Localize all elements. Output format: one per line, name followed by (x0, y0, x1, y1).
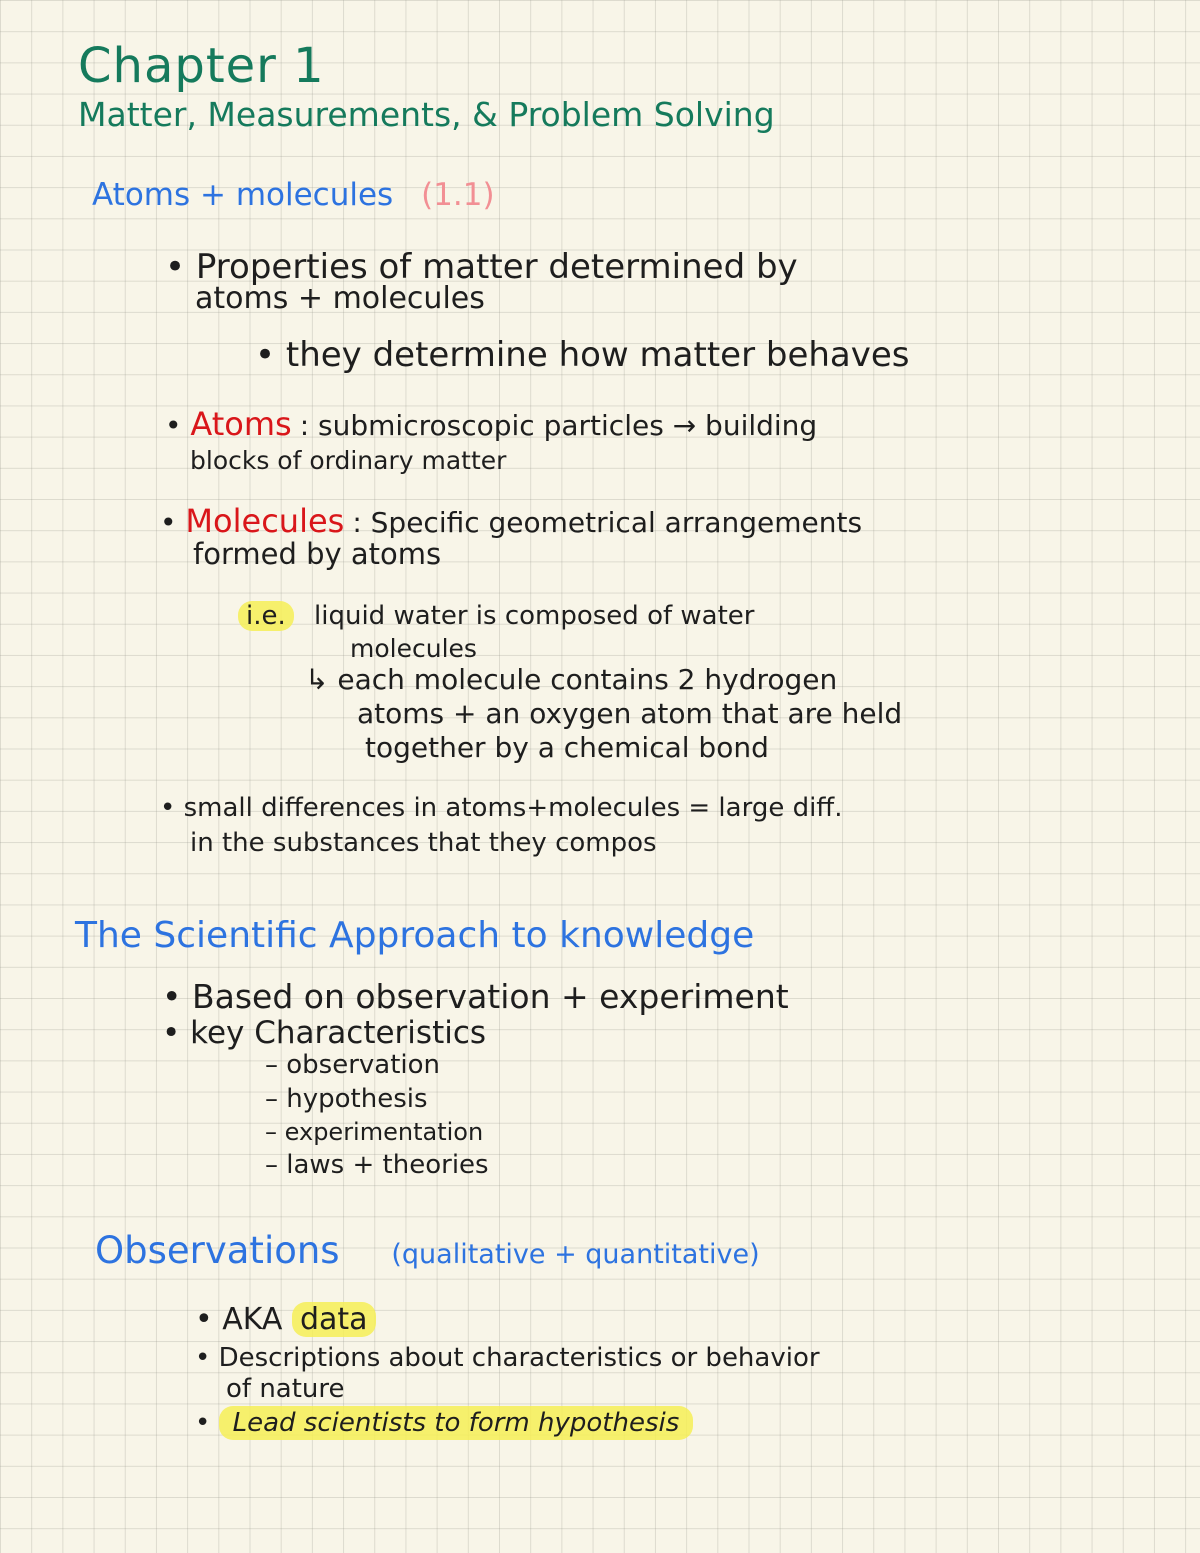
term-molecules: Molecules (185, 502, 345, 540)
list-item: – laws + theories (265, 1150, 489, 1180)
example-block (238, 603, 754, 629)
section-heading-observations (95, 1229, 760, 1272)
sub-bullet-text: they determine how matter behaves (285, 335, 910, 375)
example-sub-point (305, 663, 838, 696)
bullet-continuation: in the substances that they compos (190, 828, 657, 858)
section-heading-text: Observations (95, 1229, 340, 1272)
bullet-descriptions: • Descriptions about characteristics or behavior (195, 1343, 820, 1373)
list-item-text: laws + theories (286, 1150, 489, 1180)
bullet-small-differences: • small differences in atoms+molecules = large diff. (160, 793, 843, 823)
bullet-continuation: formed by atoms (193, 537, 442, 571)
example-continuation: atoms + an oxygen atom that are held (357, 697, 903, 730)
section-heading-text: Atoms + molecules (92, 177, 394, 213)
section-reference: (1.1) (421, 177, 495, 213)
section-heading-paren: (qualitative + quantitative) (391, 1239, 760, 1270)
bullet-molecules: • Molecules : Specific geometrical arrangements (160, 502, 863, 540)
term-atoms: Atoms (190, 405, 292, 443)
molecules-definition: : Specific geometrical arrangements (352, 506, 863, 539)
section-heading-atoms-molecules (92, 177, 495, 213)
list-item: – hypothesis (265, 1084, 428, 1114)
example-label-highlight: i.e. (238, 601, 294, 631)
example-sub-text: each molecule contains 2 hydrogen (337, 663, 838, 696)
bullet-continuation: of nature (226, 1374, 345, 1404)
bullet-continuation: blocks of ordinary matter (190, 446, 507, 475)
list-item-text: observation (286, 1050, 441, 1080)
bullet-text: Properties of matter determined by (195, 247, 798, 287)
highlight-data: data (292, 1302, 376, 1337)
bullet-text: AKA (222, 1302, 283, 1337)
bullet-text: small differences in atoms+molecules = large diff. (183, 793, 843, 823)
bullet-text: key Characteristics (190, 1015, 487, 1051)
bullet-continuation: atoms + molecules (195, 281, 485, 316)
bullet-key-characteristics: • key Characteristics (162, 1015, 487, 1051)
bullet-properties: • Properties of matter determined by (165, 247, 798, 287)
arrow-icon: ↳ (305, 663, 329, 696)
atoms-definition: : submicroscopic particles → building (299, 409, 818, 442)
page-subtitle: Matter, Measurements, & Problem Solving (78, 95, 775, 134)
example-text: liquid water is composed of water (314, 601, 755, 631)
example-continuation: together by a chemical bond (365, 731, 769, 764)
bullet-based-on: • Based on observation + experiment (162, 977, 789, 1016)
page-title: Chapter 1 (78, 38, 325, 94)
list-item-text: hypothesis (286, 1084, 428, 1114)
bullet-lead-scientists: • Lead scientists to form hypothesis (195, 1410, 693, 1436)
sub-bullet-behaves: • they determine how matter behaves (255, 335, 910, 375)
section-heading-scientific-approach: The Scientific Approach to knowledge (75, 915, 755, 956)
bullet-text: Descriptions about characteristics or behavior (218, 1343, 820, 1373)
bullet-aka: • AKA data (195, 1305, 376, 1335)
example-continuation: molecules (350, 634, 477, 663)
highlight-lead-scientists: Lead scientists to form hypothesis (219, 1406, 694, 1440)
list-item-text: experimentation (284, 1118, 484, 1146)
list-item: – observation (265, 1050, 441, 1080)
bullet-atoms: • Atoms : submicroscopic particles → building (165, 405, 818, 443)
bullet-text: Based on observation + experiment (191, 977, 789, 1016)
list-item: – experimentation (265, 1118, 484, 1146)
